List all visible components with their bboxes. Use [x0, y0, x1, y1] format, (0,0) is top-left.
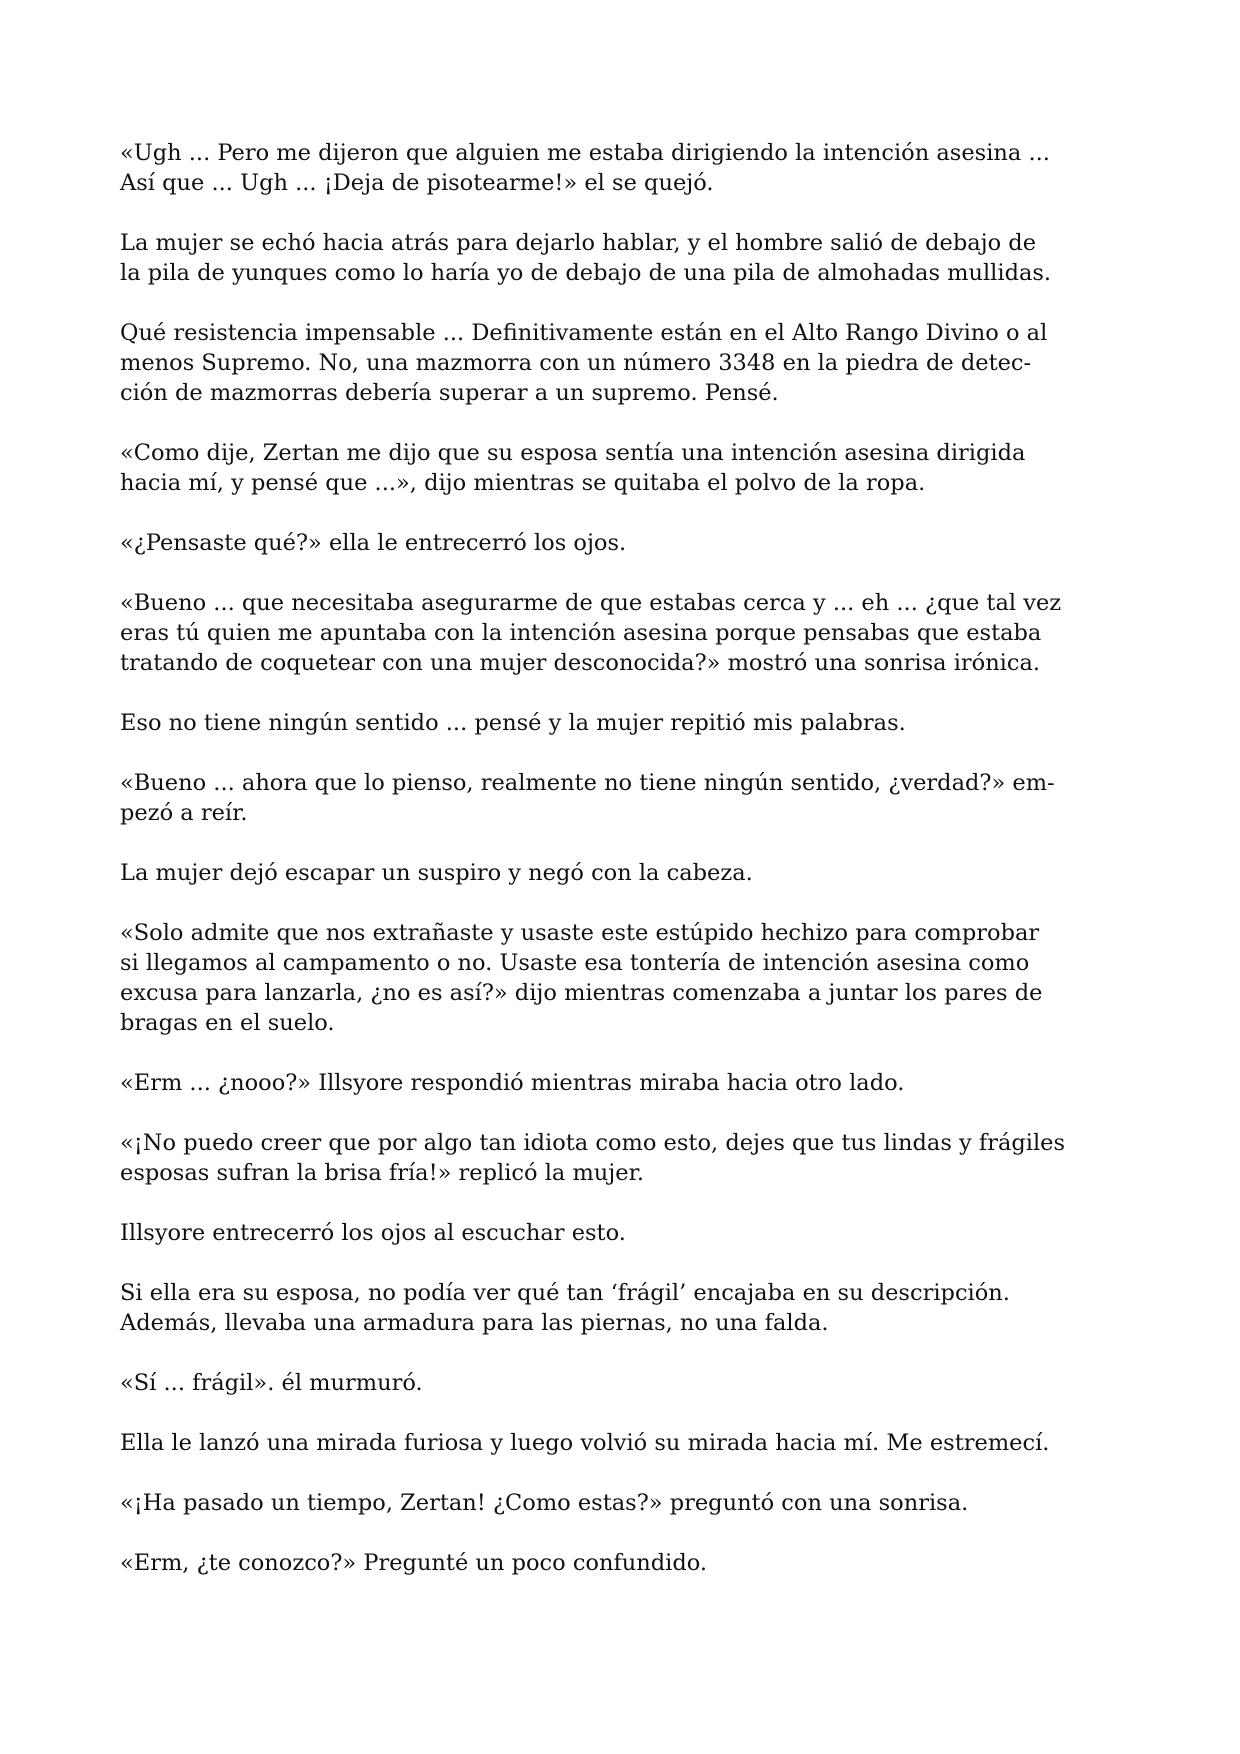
text-line: eras tú quien me apuntaba con la intención asesina porque pensabas que estaba	[120, 620, 1042, 646]
paragraph-15	[120, 1368, 1125, 1398]
paragraph-5	[120, 528, 1125, 558]
text-line: «Solo admite que nos extrañaste y usaste este estúpido hechizo para comprobar	[120, 920, 1040, 946]
text-line: Si ella era su esposa, no podía ver qué tan ‘frágil’ encajaba en su descripción.	[120, 1280, 1010, 1306]
text-line: Illsyore entrecerró los ojos al escuchar esto.	[120, 1220, 626, 1246]
text-line: «Erm ... ¿nooo?» Illsyore respondió mientras miraba hacia otro lado.	[120, 1070, 905, 1096]
paragraph-18	[120, 1548, 1125, 1578]
text-line: «Erm, ¿te conozco?» Pregunté un poco confundido.	[120, 1550, 708, 1576]
text-line: tratando de coquetear con una mujer desconocida?» mostró una sonrisa irónica.	[120, 650, 1041, 676]
text-line: pezó a reír.	[120, 800, 248, 826]
paragraph-13	[120, 1218, 1125, 1248]
text-line: bragas en el suelo.	[120, 1010, 335, 1036]
text-line: «Como dije, Zertan me dijo que su esposa sentía una intención asesina dirigida	[120, 440, 1026, 466]
paragraph-10	[120, 918, 1125, 1038]
text-line: esposas sufran la brisa fría!» replicó la mujer.	[120, 1160, 645, 1186]
text-line: hacia mí, y pensé que ...», dijo mientras se quitaba el polvo de la ropa.	[120, 470, 926, 496]
paragraph-3	[120, 318, 1125, 408]
paragraph-8	[120, 768, 1125, 828]
text-line: la pila de yunques como lo haría yo de debajo de una pila de almohadas mullidas.	[120, 260, 1052, 286]
text-line: Ella le lanzó una mirada furiosa y luego volvió su mirada hacia mí. Me estremecí.	[120, 1430, 1050, 1456]
paragraph-14	[120, 1278, 1125, 1338]
text-line: «Bueno ... que necesitaba asegurarme de que estabas cerca y ... eh ... ¿que tal vez	[120, 590, 1062, 616]
paragraph-4	[120, 438, 1125, 498]
text-line: La mujer se echó hacia atrás para dejarlo hablar, y el hombre salió de debajo de	[120, 230, 1037, 256]
text-line: si llegamos al campamento o no. Usaste esa tontería de intención asesina como	[120, 950, 1030, 976]
paragraph-7	[120, 708, 1125, 738]
paragraph-1	[120, 138, 1125, 198]
text-line: ción de mazmorras debería superar a un supremo. Pensé.	[120, 380, 779, 406]
paragraph-17	[120, 1488, 1125, 1518]
text-line: «¡Ha pasado un tiempo, Zertan! ¿Como estas?» preguntó con una sonrisa.	[120, 1490, 969, 1516]
text-line: Además, llevaba una armadura para las piernas, no una falda.	[120, 1310, 829, 1336]
text-line: «Sí ... frágil». él murmuró.	[120, 1370, 423, 1396]
paragraph-9	[120, 858, 1125, 888]
text-line: Qué resistencia impensable ... Definitivamente están en el Alto Rango Divino o al	[120, 320, 1048, 346]
paragraph-11	[120, 1068, 1125, 1098]
document-page	[120, 138, 1125, 1608]
paragraph-2	[120, 228, 1125, 288]
text-line: «¿Pensaste qué?» ella le entrecerró los ojos.	[120, 530, 627, 556]
text-line: «Bueno ... ahora que lo pienso, realmente no tiene ningún sentido, ¿verdad?» em-	[120, 770, 1055, 796]
paragraph-16	[120, 1428, 1125, 1458]
text-line: menos Supremo. No, una mazmorra con un número 3348 en la piedra de detec-	[120, 350, 1032, 376]
text-line: excusa para lanzarla, ¿no es así?» dijo mientras comenzaba a juntar los pares de	[120, 980, 1043, 1006]
text-line: «¡No puedo creer que por algo tan idiota como esto, dejes que tus lindas y frágiles	[120, 1130, 1066, 1156]
text-line: Así que ... Ugh ... ¡Deja de pisotearme!» el se quejó.	[120, 170, 714, 196]
text-line: Eso no tiene ningún sentido ... pensé y la mujer repitió mis palabras.	[120, 710, 906, 736]
paragraph-6	[120, 588, 1125, 678]
text-line: La mujer dejó escapar un suspiro y negó con la cabeza.	[120, 860, 753, 886]
text-line: «Ugh ... Pero me dijeron que alguien me estaba dirigiendo la intención asesina ...	[120, 140, 1050, 166]
paragraph-12	[120, 1128, 1125, 1188]
